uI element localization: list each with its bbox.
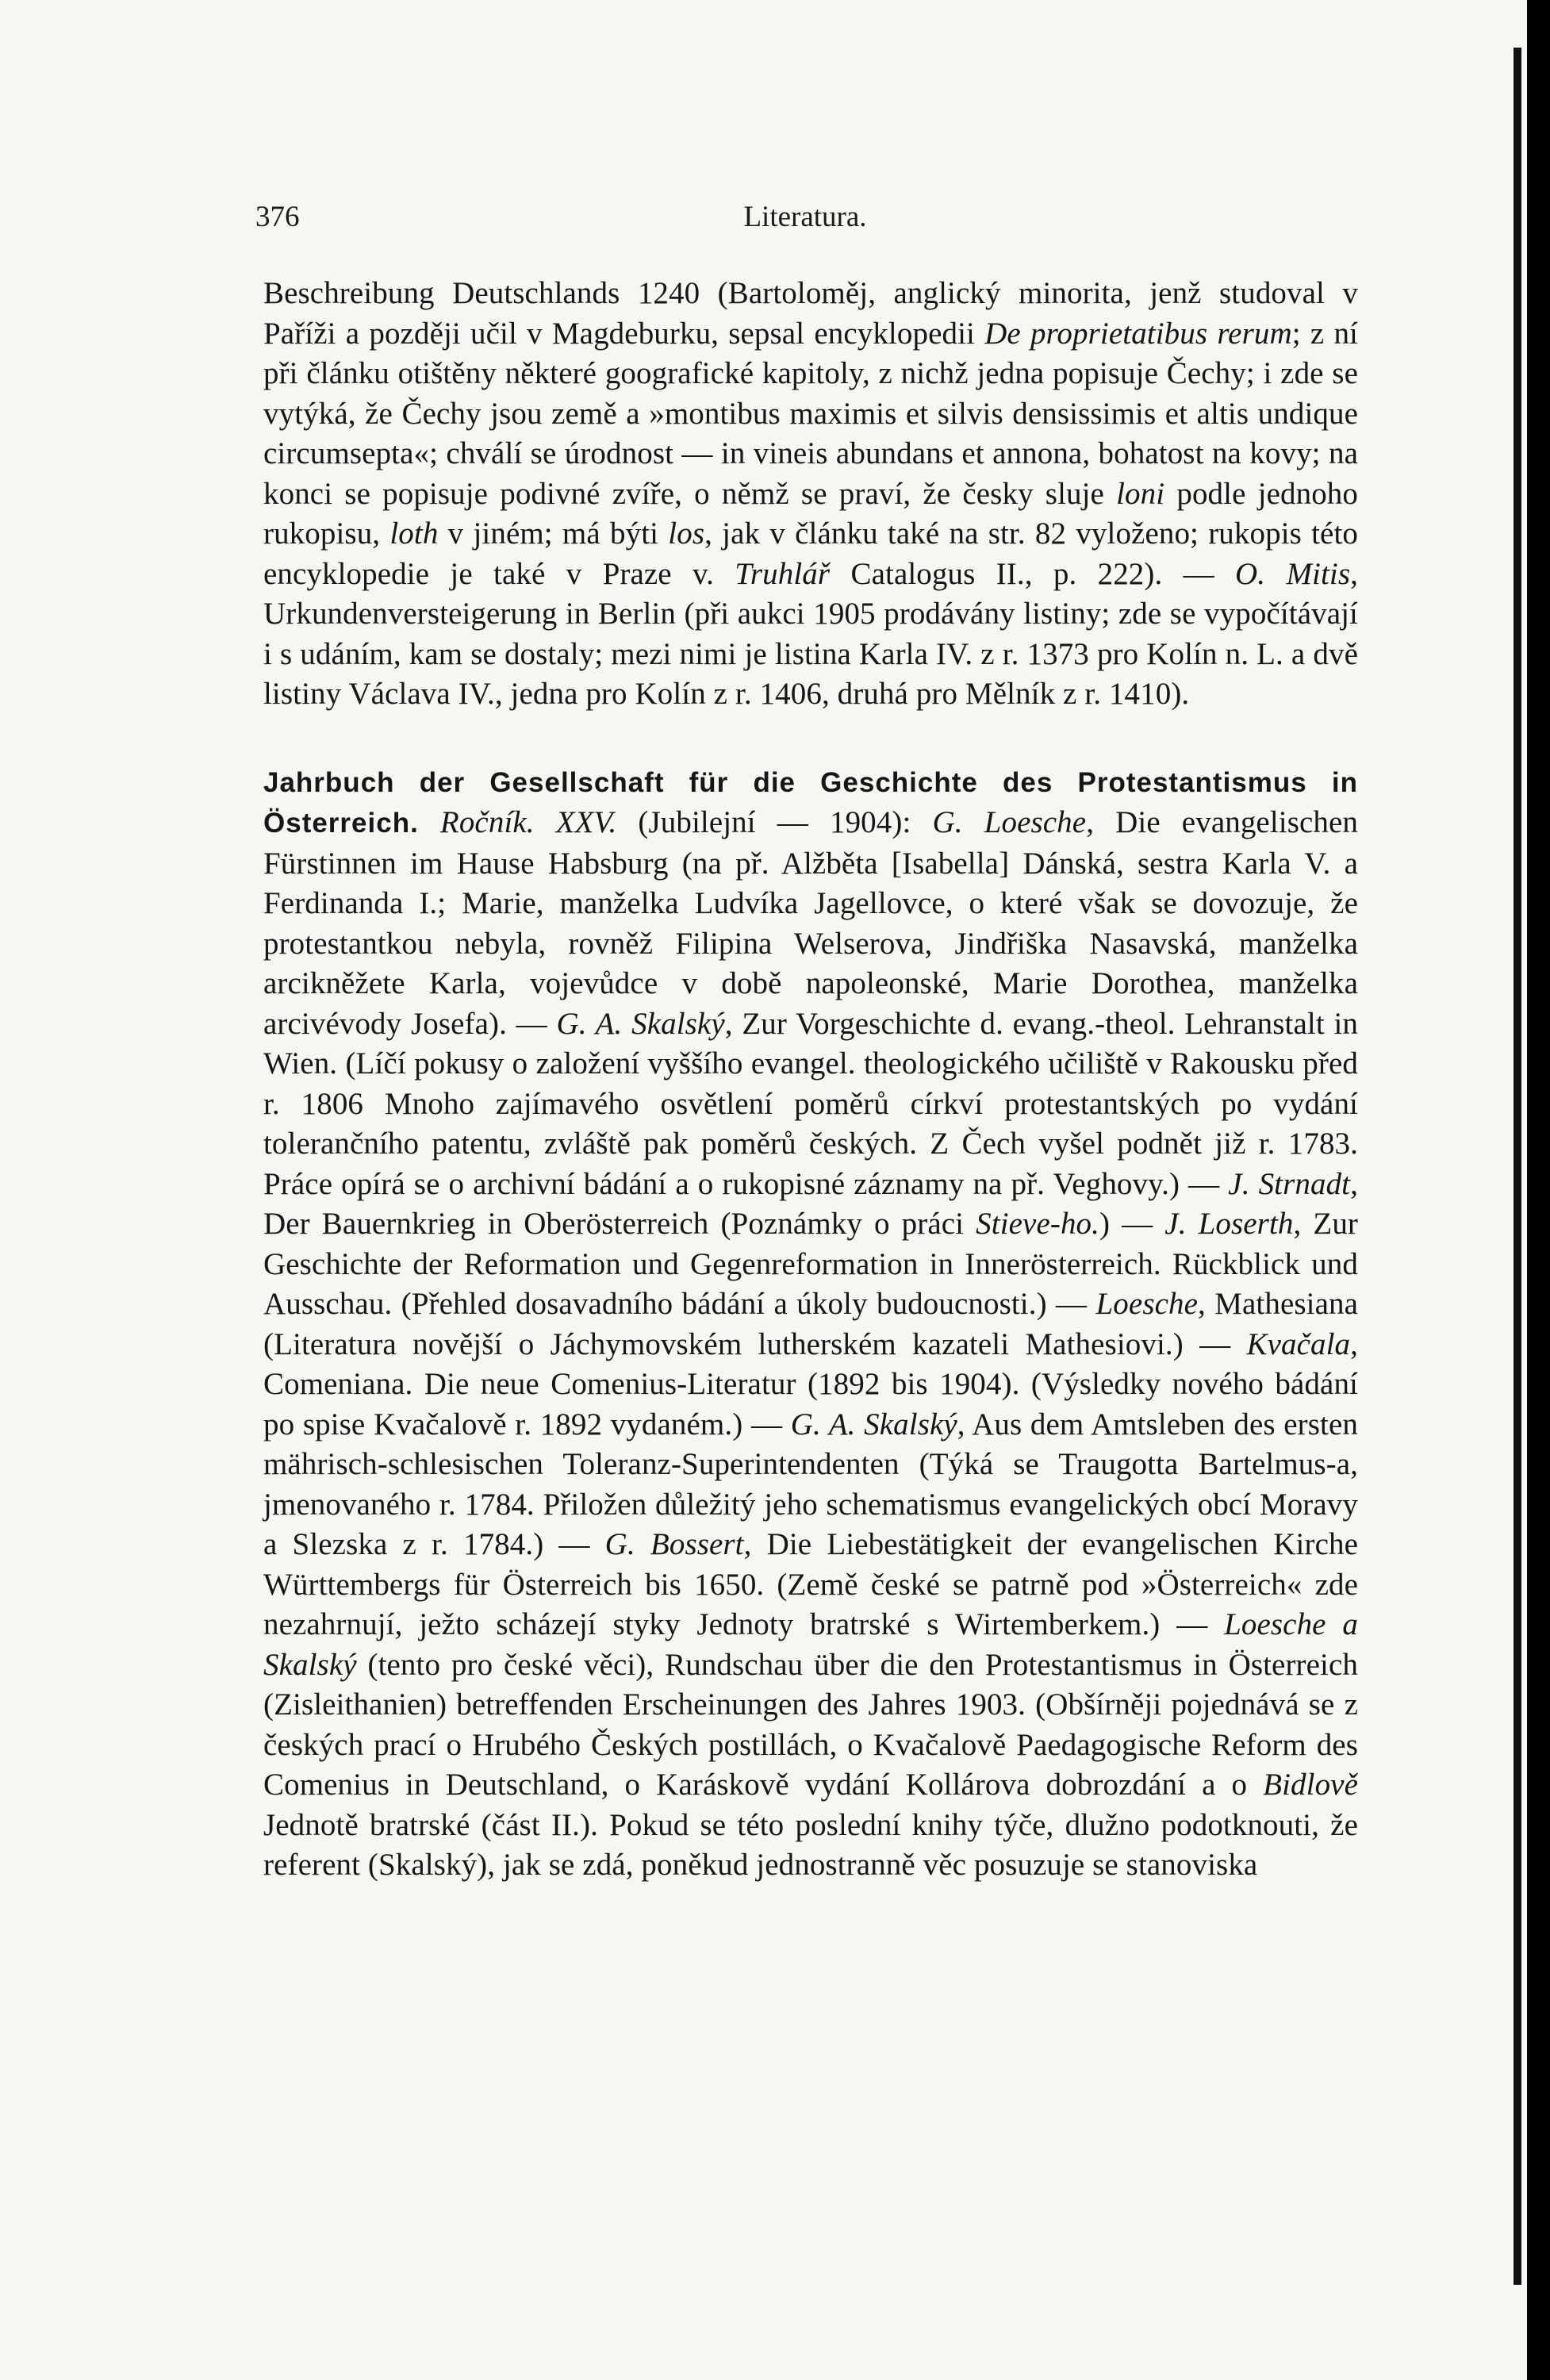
italic-author: Truhlář <box>735 556 831 591</box>
text-run: , Urkundenversteigerung in Berlin (při aukci 1905 prodávány listiny; zde se vypočítávají i s udáním, kam se dostaly; mezi nimi je listina Karla IV. z r. 1373 pro Kolín n. L. a dvě listiny Václava IV., jedna pro Kolín z r. 1406, druhá pro Mělník z r. 1410). <box>263 556 1358 711</box>
page-body <box>263 274 1358 1886</box>
text-run: (Jubilejní — 1904): <box>616 805 933 839</box>
page-number: 376 <box>255 201 300 233</box>
running-title: Literatura. <box>743 201 867 233</box>
italic-title: De proprietatibus rerum <box>984 316 1292 351</box>
text-run: Beschreibung Deutschlands 1240 (Bartoloměj, anglický minorita, jenž studoval v Paříži a později učil v Magdeburku, sepsal encyklopedii <box>263 276 1358 351</box>
text-run: , Der Bauernkrieg in Oberösterreich (Poznámky o práci <box>263 1166 1358 1241</box>
italic-word: los <box>668 516 705 551</box>
italic-author: Kvačala <box>1246 1326 1351 1361</box>
text-run: , Mathesiana (Literatura novější o Jáchymovském lutherském kazateli Mathesiovi.) — <box>263 1287 1359 1361</box>
italic-author: Stieve-ho. <box>976 1207 1100 1241</box>
italic-author: O. Mitis <box>1235 556 1351 591</box>
text-run: , Die Liebestätigkeit der evangelischen Kirche Württembergs für Österreich bis 1650. (Země české se patrně pod »Österreich« zde nezahrnují, ježto scházejí styky Jednoty bratrské s Wirtemberkem.) — <box>263 1527 1358 1641</box>
paragraph-jahrbuch <box>263 762 1358 1886</box>
text-run: , jak v článku také na str. 82 vyloženo; rukopis této encyklopedie je také v Praze v. <box>263 516 1358 591</box>
text-run: , Zur Vorgeschichte d. evang.-theol. Lehranstalt in Wien. (Líčí pokusy o založení vyššího evangel. theologického učiliště v Rakousku před r. 1806 Mnoho zajímavého osvětlení poměrů církví protestantských po vydání tolerančního patentu, zvláště pak poměrů českých. Z Čech vyšel podnět již r. 1783. Práce opírá se o archivní bádání a o rukopisné záznamy na př. Veghovy.) — <box>263 1006 1359 1201</box>
text-run: podle jednoho rukopisu, <box>263 476 1358 551</box>
page-edge-shadow <box>1514 48 1521 2285</box>
section-heading: Jahrbuch der Gesellschaft für die Geschichte des Protestantismus in Österreich. <box>263 766 1358 839</box>
italic-author: G. Bossert <box>604 1527 744 1561</box>
text-run: Jednotě bratrské (část II.). Pokud se této poslední knihy týče, dlužno podotknouti, že referent (Skalský), jak se zdá, poněkud jednostranně věc posuzuje se stanoviska <box>263 1807 1358 1882</box>
text-run: , Comeniana. Die neue Comenius-Literatur (1892 bis 1904). (Výsledky nového bádání po spise Kvačalově r. 1892 vydaném.) — <box>263 1326 1358 1441</box>
italic-author: G. A. Skalský <box>556 1006 725 1041</box>
paragraph-bartholomew <box>263 274 1358 715</box>
text-run: Catalogus II., p. 222). — <box>830 556 1236 591</box>
italic-word: loni <box>1116 476 1165 511</box>
text-run: , Aus dem Amtsleben des ersten mährisch-schlesischen Toleranz-Superintendenten (Týká se Traugotta Bartelmus-a, jmenovaného r. 1784. Přiložen důležitý jeho schematismus evangelických obcí Moravy a Slezska z r. 1784.) — <box>263 1407 1358 1561</box>
page-header <box>255 200 1355 240</box>
italic-author: Loesche a Skalský <box>263 1607 1358 1682</box>
text-run: , Die evangelischen Fürstinnen im Hause Habsburg (na př. Alžběta [Isabella] Dánská, sestra Karla V. a Ferdinanda I.; Marie, manželka Ludvíka Jagellovce, o které však se dovozuje, že protestantkou nebyla, rovněž Filipina Welserova, Jindřiška Nasavská, manželka arcikněžete Karla, vojevůdce v době napoleonské, Marie Dorothea, manželka arcivévody Josefa). — <box>263 805 1359 1041</box>
italic-author: Loesche <box>1095 1287 1199 1321</box>
text-run: ; z ní při článku otištěny některé goografické kapitoly, z nichž jedna popisuje Čechy; i zde se vytýká, že Čechy jsou země a »montibus maximis et silvis densissimis et altis undique circumsepta«; chválí se úrodnost — in vineis abundans et annona, bohatost na kovy; na konci se popisuje podivné zvíře, o němž se praví, že česky sluje <box>263 316 1358 511</box>
italic-author: G. A. Skalský <box>790 1407 957 1441</box>
italic-volume: Ročník. XXV. <box>439 805 617 839</box>
italic-author: J. Strnadt <box>1228 1166 1351 1201</box>
text-run: , Zur Geschichte der Reformation und Gegenreformation in Innerösterreich. Rückblick und Ausschau. (Přehled dosavadního bádání a úkoly budoucnosti.) — <box>263 1207 1359 1321</box>
italic-word: loth <box>389 516 439 551</box>
text-run: v jiném; má býti <box>438 516 669 551</box>
italic-author: J. Loserth <box>1164 1207 1294 1241</box>
text-run: (tento pro české věci), Rundschau über die den Protestantismus in Österreich (Zisleithanien) betreffenden Erscheinungen des Jahres 1903. (Obšírněji pojednává se z českých prací o Hrubého Českých postillách, o Kvačalově Paedagogische Reform des Comenius in Deutschland, o Karáskově vydání Kollárova dobrozdání a o <box>263 1647 1358 1802</box>
italic-word: Bidlově <box>1263 1768 1358 1802</box>
text-run: ) — <box>1099 1207 1165 1241</box>
italic-author: G. Loesche <box>932 805 1087 839</box>
